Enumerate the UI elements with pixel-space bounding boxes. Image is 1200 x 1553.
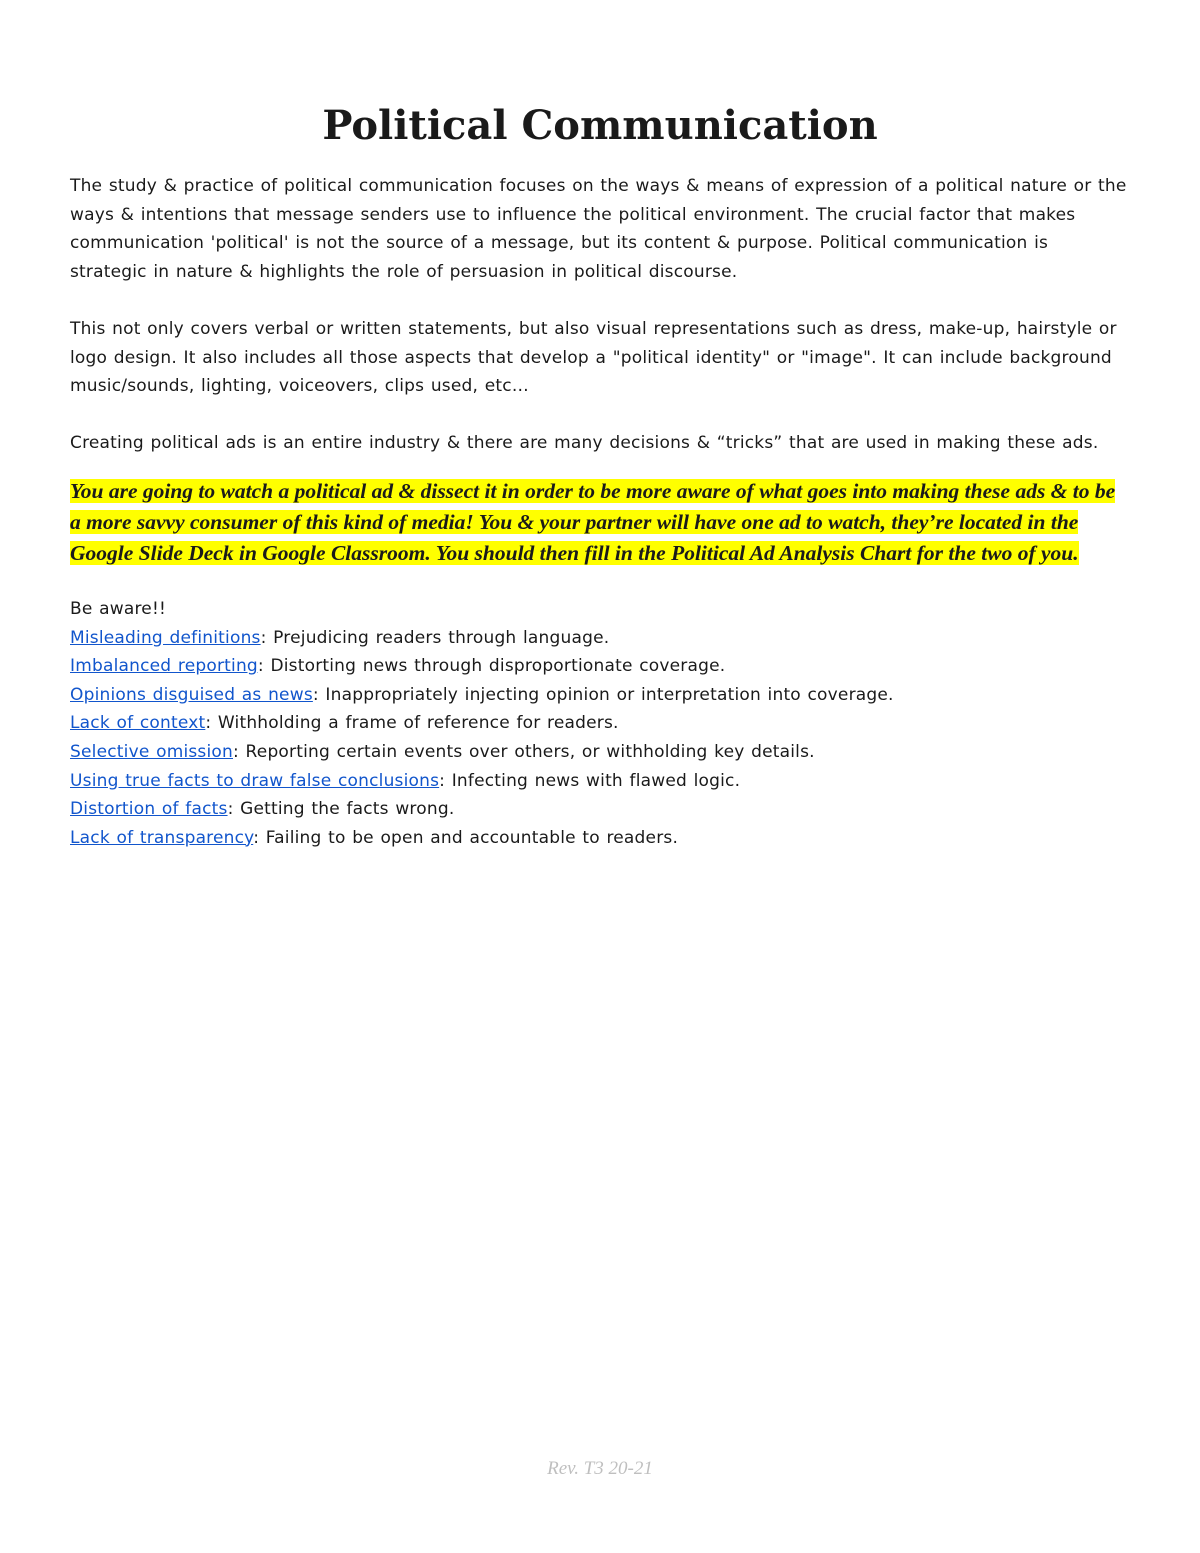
item-description: : Infecting news with flawed logic. bbox=[439, 770, 741, 791]
page-title: Political Communication bbox=[322, 102, 878, 149]
link-selective-omission[interactable]: Selective omission bbox=[70, 741, 233, 762]
link-lack-of-context[interactable]: Lack of context bbox=[70, 713, 206, 734]
item-description: : Reporting certain events over others, or withholding key details. bbox=[233, 741, 815, 762]
link-distortion-of-facts[interactable]: Distortion of facts bbox=[70, 799, 228, 820]
list-item bbox=[70, 709, 1130, 738]
visual-representation-paragraph: This not only covers verbal or written statements, but also visual representations such as dress, make-up, hairstyle or logo design. It also includes all those aspects that develop a "political identity" or "image". It can include background music/sounds, lighting, voiceovers, clips used, etc… bbox=[70, 318, 1117, 397]
highlighted-instructions-text: You are going to watch a political ad & dissect it in order to be more aware of what goes into making these ads & to be a more savvy consumer of this kind of media! You & your partner will have one ad to watch, they’re located in the Google Slide Deck in Google Classroom. You should then fill in the Political Ad Analysis Chart for the two of you. bbox=[70, 478, 1116, 565]
item-description: : Failing to be open and accountable to readers. bbox=[253, 827, 679, 848]
list-item bbox=[70, 824, 1130, 853]
list-item bbox=[70, 767, 1130, 796]
industry-paragraph: Creating political ads is an entire industry & there are many decisions & “tricks” that are used in making these ads. bbox=[70, 433, 1099, 454]
item-description: : Getting the facts wrong. bbox=[227, 799, 455, 820]
link-lack-of-transparency[interactable]: Lack of transparency bbox=[70, 827, 254, 848]
item-description: : Withholding a frame of reference for readers. bbox=[205, 713, 619, 734]
item-description: : Distorting news through disproportionate coverage. bbox=[257, 656, 726, 677]
list-item bbox=[70, 624, 1130, 653]
list-item bbox=[70, 795, 1130, 824]
item-description: : Inappropriately injecting opinion or interpretation into coverage. bbox=[312, 684, 894, 705]
bias-types-list bbox=[70, 595, 1130, 852]
intro-paragraph: The study & practice of political communication focuses on the ways & means of expression of a political nature or the ways & intentions that message senders use to influence the political environment. The crucial factor that makes communication 'political' is not the source of a message, but its content & purpose. Political communication is strategic in nature & highlights the role of persuasion in political discourse. bbox=[70, 176, 1127, 282]
list-item bbox=[70, 652, 1130, 681]
revision-footer: Rev. T3 20-21 bbox=[547, 1458, 653, 1479]
document-page bbox=[70, 96, 1130, 852]
list-item bbox=[70, 681, 1130, 710]
list-item bbox=[70, 738, 1130, 767]
link-misleading-definitions[interactable]: Misleading definitions bbox=[70, 627, 261, 648]
link-opinions-disguised-as-news[interactable]: Opinions disguised as news bbox=[70, 684, 313, 705]
be-aware-heading: Be aware!! bbox=[70, 598, 166, 619]
item-description: : Prejudicing readers through language. bbox=[260, 627, 610, 648]
assignment-instructions bbox=[70, 476, 1130, 569]
link-true-facts-false-conclusions[interactable]: Using true facts to draw false conclusions bbox=[70, 770, 440, 791]
link-imbalanced-reporting[interactable]: Imbalanced reporting bbox=[70, 656, 258, 677]
